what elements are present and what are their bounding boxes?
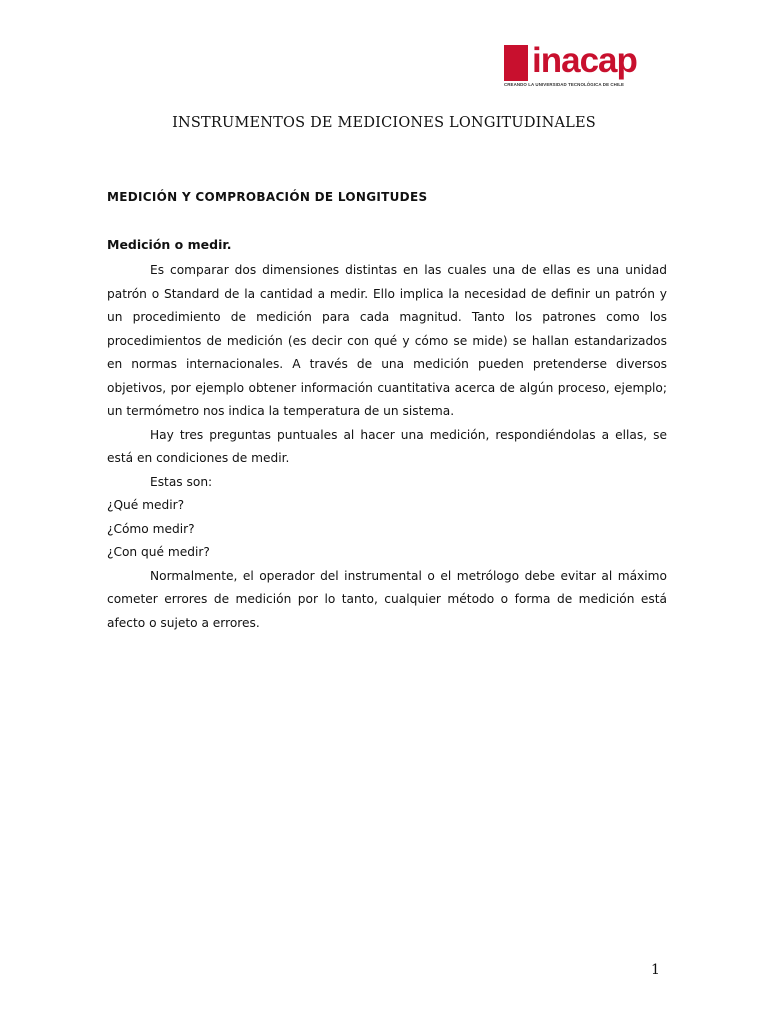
question-item: ¿Con qué medir?: [107, 545, 210, 559]
paragraph-questions-intro: Hay tres preguntas puntuales al hacer una medición, respondiéndolas a ellas, se está en condiciones de medir.: [107, 427, 667, 465]
paragraph-closing: Normalmente, el operador del instrumental o el metrólogo debe evitar al máximo cometer errores de medición por lo tanto, cualquier método o forma de medición está afecto o sujeto a errores.: [107, 568, 667, 630]
subheading: Medición o medir.: [107, 237, 232, 252]
question-item: ¿Cómo medir?: [107, 521, 195, 536]
body-text: [107, 259, 667, 635]
question-item: ¿Qué medir?: [107, 498, 185, 512]
paragraph-estas-son: Estas son:: [150, 474, 213, 489]
logo-red-block: [504, 45, 528, 81]
paragraph-definition: Es comparar dos dimensiones distintas en las cuales una de ellas es una unidad patrón o Standard de la cantidad a medir. Ello implica la necesidad de definir un patrón y un procedimiento de medición para cada magnitud. Tanto los patrones como los procedimientos de medición (es decir con qué y cómo se mide) se hallan estandarizados en normas internacionales. A través de una medición pueden pretenderse diversos objetivos, por ejemplo obtener información cuantitativa acerca de algún proceso, ejemplo; un termómetro nos indica la temperatura de un sistema.: [107, 263, 667, 418]
document-title: INSTRUMENTOS DE MEDICIONES LONGITUDINALES: [172, 115, 596, 131]
section-heading: MEDICIÓN Y COMPROBACIÓN DE LONGITUDES: [107, 190, 428, 204]
logo-tagline: CREANDO LA UNIVERSIDAD TECNOLÓGICA DE CHILE: [504, 82, 625, 87]
inacap-logo: [504, 41, 662, 91]
page-number: 1: [651, 962, 660, 978]
logo-wordmark: inacap: [532, 41, 637, 80]
